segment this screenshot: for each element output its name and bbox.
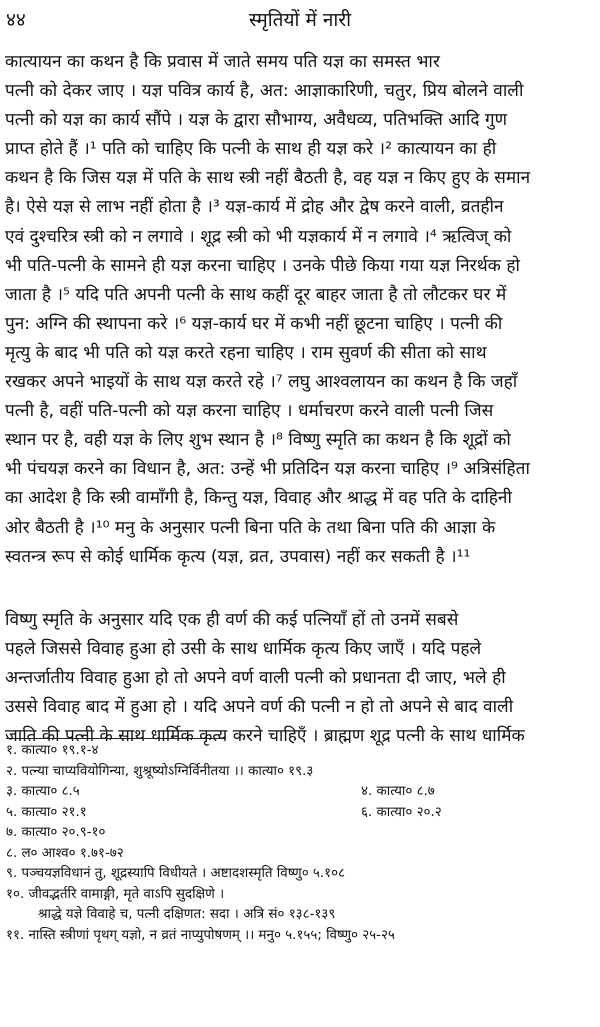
text-line: भी पंचयज्ञ करने का विधान है, अत: उन्हें भी प्रतिदिन यज्ञ करना चाहिए ।⁹ अत्रिसंहिता — [5, 459, 530, 480]
paragraph-1 — [5, 48, 595, 572]
footnote-text: १. कात्या० १९.१-४ — [6, 743, 99, 758]
footnote-text: १०. जीवद्भर्तरि वामाङ्गी, मृते वाऽपि सुदक्षिणे । — [6, 886, 225, 902]
text-line: पुन: अग्नि की स्थापना करे ।⁶ यज्ञ-कार्य घर में कभी नहीं छूटना चाहिए । पत्नी की — [5, 313, 503, 334]
text-line: जाता है ।⁵ यदि पति अपनी पत्नी के साथ कहीं दूर बाहर जाता है तो लौटकर घर में — [5, 284, 507, 305]
footnote — [6, 762, 596, 783]
footnote — [6, 844, 596, 865]
paragraph-2 — [5, 606, 595, 751]
text-line: ओर बैठती है ।¹⁰ मनु के अनुसार पत्नी बिना पति के तथा बिना पति की आज्ञा के — [5, 517, 496, 538]
footnote — [6, 803, 596, 824]
text-line: कात्यायन का कथन है कि प्रवास में जाते समय पति यज्ञ का समस्त भार — [5, 52, 440, 72]
footnote — [6, 823, 596, 844]
footnote-text: ९. पञ्चयज्ञविधानं तु, शूद्रस्यापि विधीयते । अष्टादशस्मृति विष्णु० ५.१०८ — [6, 866, 346, 881]
footnote-text: ६. कात्या० २०.२ — [361, 804, 442, 820]
footnote — [6, 885, 596, 906]
footnote — [6, 926, 596, 947]
text-line: एवं दुश्चरित्र स्त्री को न लगावे । शूद्र स्त्री को भी यज्ञकार्य में न लगावे ।⁴ ऋत्विज् को — [5, 226, 512, 247]
text-line: विष्णु स्मृति के अनुसार यदि एक ही वर्ण की कई पत्नियाँ हों तो उनमें सबसे — [5, 610, 459, 630]
footnote-text: २. पत्न्या चाप्यवियोगिन्या, शुश्रूष्योऽग्निर्विनीतया ।। कात्या० १९.३ — [6, 763, 314, 779]
text-line: स्वतन्त्र रूप से कोई धार्मिक कृत्य (यज्ञ, व्रत, उपवास) नहीं कर सकती है ।¹¹ — [5, 546, 471, 567]
text-line: पहले जिससे विवाह हुआ हो उसी के साथ धार्मिक कृत्य किए जाएँ । यदि पहले — [5, 639, 482, 660]
running-title: स्मृतियों में नारी — [248, 9, 352, 31]
text-line: अन्तर्जातीय विवाह हुआ हो तो अपने वर्ण वाली पत्नी को प्रधानता दी जाए, भले ही — [5, 668, 506, 689]
footnote — [6, 782, 596, 803]
text-line: मृत्यु के बाद भी पति को यज्ञ करते रहना चाहिए । राम सुवर्ण की सीता को साथ — [5, 342, 487, 363]
page-number: ४४ — [6, 9, 26, 31]
footnote-text: ३. कात्या० ८.५ — [6, 784, 80, 799]
text-line: का आदेश है कि स्त्री वामाँगी है, किन्तु यज्ञ, विवाह और श्राद्ध में वह पति के दाहिनी — [5, 488, 512, 509]
page-header — [0, 4, 600, 34]
footnote-text: ८. ल० आश्व० १.७१-७२ — [6, 845, 124, 861]
footnote-text: ११. नास्ति स्त्रीणां पृथग् यज्ञो, न व्रतं नाप्युपोषणम् ।। मनु० ५.१५५; विष्णु० २५-२५ — [6, 927, 395, 943]
footnote-text: ४. कात्या० ८.७ — [361, 784, 435, 799]
footnote-text: ७. कात्या० २०.९-१० — [6, 825, 106, 840]
text-line: प्राप्त होते हैं ।¹ पति को चाहिए कि पत्नी के साथ ही यज्ञ करे ।² कात्यायन का ही — [5, 139, 497, 160]
footnote-divider — [6, 738, 226, 739]
footnote-text: श्राद्धे यज्ञे विवाहे च, पत्नी दक्षिणत: सदा । अत्रि सं० १३८-१३९ — [38, 907, 336, 922]
footnotes — [6, 741, 596, 946]
text-line: उससे विवाह बाद में हुआ हो । यदि अपने वर्ण की पत्नी न हो तो अपने से बाद वाली — [5, 697, 514, 718]
footnote — [6, 741, 596, 762]
footnote-text: ५. कात्या० २१.१ — [6, 804, 87, 820]
text-line: कथन है कि जिस यज्ञ में पति के साथ स्त्री नहीं बैठती है, वह यज्ञ न किए हुए के समान — [5, 168, 531, 189]
footnote — [6, 905, 596, 926]
text-line: स्थान पर है, वही यज्ञ के लिए शुभ स्थान है ।⁸ विष्णु स्मृति का कथन है कि शूद्रों को — [5, 430, 511, 451]
text-line: है। ऐसे यज्ञ से लाभ नहीं होता है ।³ यज्ञ-कार्य में द्रोह और द्वेष करने वाली, व्रतहीन — [5, 197, 504, 218]
text-line: रखकर अपने भाइयों के साथ यज्ञ करते रहे ।⁷ लघु आश्वलायन का कथन है कि जहाँ — [5, 372, 518, 393]
footnote — [6, 864, 596, 885]
text-line: पत्नी है, वहीं पति-पत्नी को यज्ञ करना चाहिए । धर्माचरण करने वाली पत्नी जिस — [5, 401, 494, 422]
text-line: भी पति-पत्नी के सामने ही यज्ञ करना चाहिए । उनके पीछे किया गया यज्ञ निरर्थक हो — [5, 255, 520, 276]
text-line: जाति की पत्नी के साथ धार्मिक कृत्य करने चाहिएँ । ब्राह्मण शूद्र पत्नी के साथ धार्मिक — [5, 726, 525, 747]
text-line: पत्नी को देकर जाए । यज्ञ पवित्र कार्य है, अत: आज्ञाकारिणी, चतुर, प्रिय बोलने वाली — [5, 81, 524, 102]
text-line: पत्नी को यज्ञ का कार्य सौंपे । यज्ञ के द्वारा सौभाग्य, अवैधव्य, पतिभक्ति आदि गुण — [5, 110, 508, 131]
